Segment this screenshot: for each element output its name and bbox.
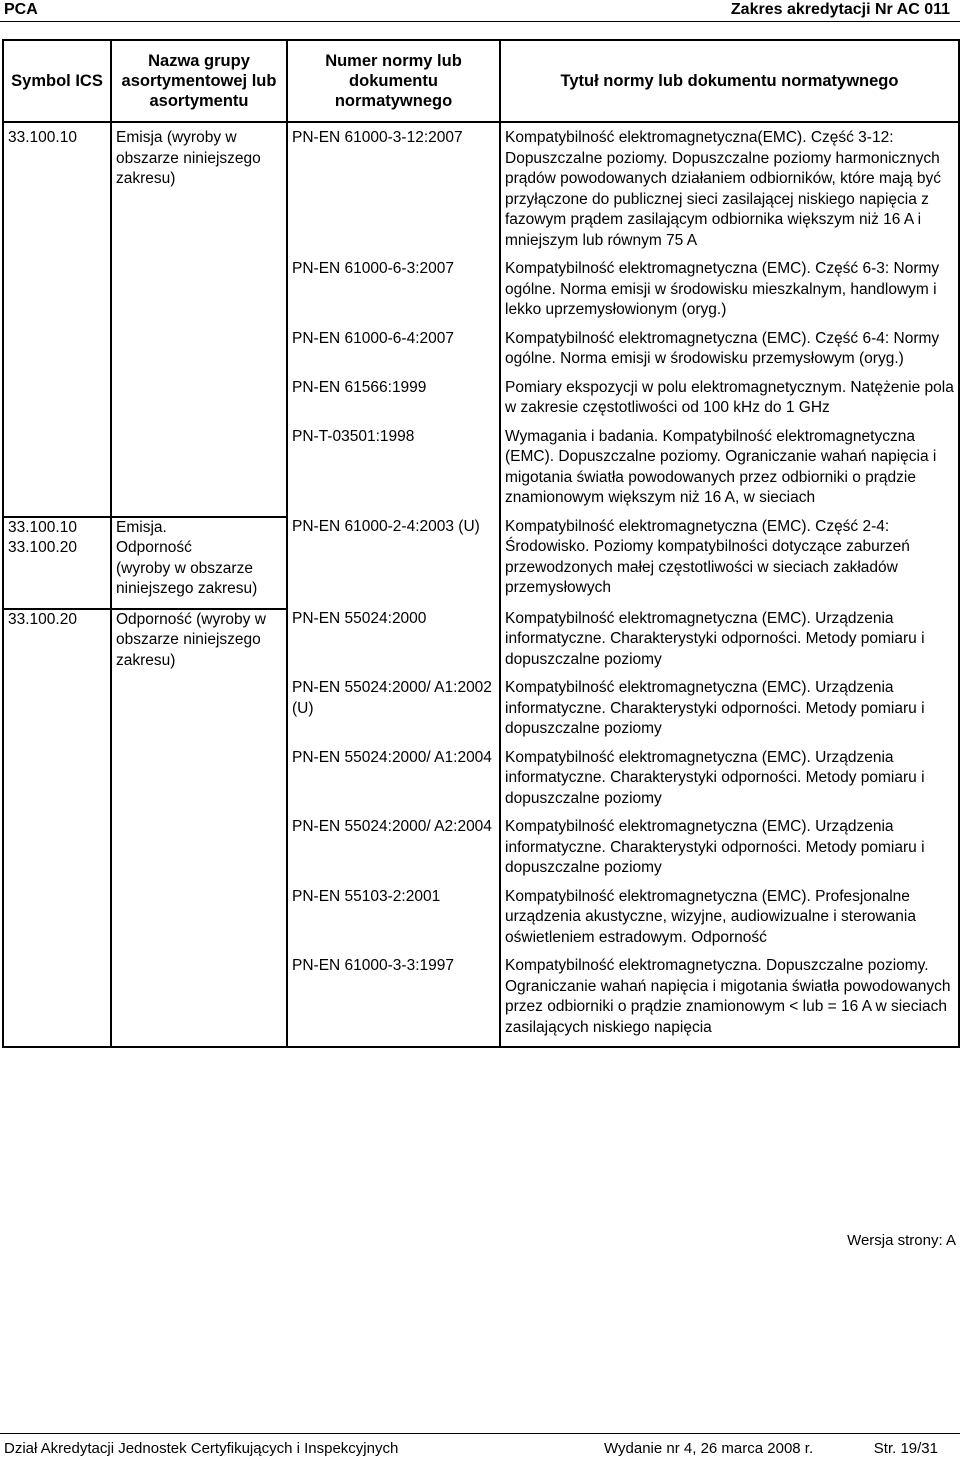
norm-title-cell: Kompatybilność elektromagnetyczna (EMC). Urządzenia informatyczne. Charakterystyki odporności. Metody pomiaru i dopuszczalne poziomy [500, 817, 959, 887]
norm-number-cell: PN-EN 55024:2000 [287, 609, 500, 679]
norm-number-cell: PN-EN 61000-6-4:2007 [287, 329, 500, 378]
page-version: Wersja strony: A [847, 1232, 956, 1249]
ics-code: 33.100.20 [8, 539, 77, 556]
table-row [3, 609, 959, 679]
norm-number-cell: PN-EN 61000-6-3:2007 [287, 259, 500, 329]
group-name-line: Odporność [116, 539, 192, 556]
footer-organization: Dział Akredytacji Jednostek Certyfikujących i Inspekcyjnych [4, 1440, 399, 1457]
norm-number-cell: PN-EN 55024:2000/ A1:2002 (U) [287, 678, 500, 748]
norm-number-cell: PN-EN 61566:1999 [287, 378, 500, 427]
norm-title-cell: Kompatybilność elektromagnetyczna (EMC). Część 2-4: Środowisko. Poziomy kompatybilności dotyczące zaburzeń przewodzonych małej częstotliwości w sieciach zakładów przemysłowych [500, 517, 959, 609]
norm-title-cell: Kompatybilność elektromagnetyczna (EMC). Profesjonalne urządzenia akustyczne, wizyjne, audiowizualne i sterowania oświetleniem estradowym. Odporność [500, 887, 959, 957]
norm-title-cell: Kompatybilność elektromagnetyczna (EMC). Część 6-3: Normy ogólne. Norma emisji w środowisku mieszkalnym, handlowym i lekko uprzemysłowionym (oryg.) [500, 259, 959, 329]
accreditation-table [2, 39, 960, 1048]
norm-title-cell: Wymagania i badania. Kompatybilność elektromagnetyczna (EMC). Dopuszczalne poziomy. Ograniczanie wahań napięcia i migotania światła powodowanych przez odbiorniki o prądzie znamionowym większym niż 16 A, w sieciach [500, 427, 959, 517]
group-name-cell [111, 517, 287, 609]
group-name-line: (wyroby w obszarze niniejszego zakresu) [116, 559, 258, 597]
header-right: Zakres akredytacji Nr AC 011 [730, 1, 950, 18]
norm-title-cell: Kompatybilność elektromagnetyczna (EMC). Część 6-4: Normy ogólne. Norma emisji w środowisku przemysłowym (oryg.) [500, 329, 959, 378]
header-left: PCA [4, 1, 38, 18]
group-name-cell: Odporność (wyroby w obszarze niniejszego zakresu) [111, 609, 287, 1048]
ics-code: 33.100.10 [8, 518, 77, 536]
header-divider [0, 21, 960, 22]
footer-edition: Wydanie nr 4, 26 marca 2008 r. [604, 1440, 814, 1457]
table-row [3, 122, 959, 259]
page-header [0, 0, 960, 22]
ics-cell [3, 517, 111, 609]
footer-page-number: Str. 19/31 [873, 1440, 938, 1457]
norm-number-cell: PN-EN 55103-2:2001 [287, 887, 500, 957]
column-header-group-name: Nazwa grupy asortymentowej lub asortymentu [111, 40, 287, 122]
norm-number-cell: PN-EN 55024:2000/ A2:2004 [287, 817, 500, 887]
table-header-row [3, 40, 959, 122]
norm-number-cell: PN-EN 61000-3-12:2007 [287, 122, 500, 259]
norm-title-cell: Kompatybilność elektromagnetyczna(EMC). Część 3-12: Dopuszczalne poziomy. Dopuszczalne poziomy harmonicznych prądów powodowanych działaniem odbiorników, które mają być przyłączone do publicznej sieci zasilającej niskiego napięcia z fazowym prądem zasilającym odbiornika większym niż 16 A i mniejszym lub równym 75 A [500, 122, 959, 259]
norm-number-cell: PN-EN 61000-3-3:1997 [287, 956, 500, 1047]
norm-title-cell: Kompatybilność elektromagnetyczna (EMC). Urządzenia informatyczne. Charakterystyki odporności. Metody pomiaru i dopuszczalne poziomy [500, 678, 959, 748]
group-name-cell: Emisja (wyroby w obszarze niniejszego zakresu) [111, 122, 287, 517]
column-header-ics: Symbol ICS [3, 40, 111, 122]
norm-number-cell: PN-EN 61000-2-4:2003 (U) [287, 517, 500, 609]
table-row [3, 517, 959, 609]
norm-title-cell: Kompatybilność elektromagnetyczna (EMC). Urządzenia informatyczne. Charakterystyki odporności. Metody pomiaru i dopuszczalne poziomy [500, 609, 959, 679]
norm-number-cell: PN-EN 55024:2000/ A1:2004 [287, 748, 500, 818]
ics-cell: 33.100.10 [3, 122, 111, 517]
column-header-norm-number: Numer normy lub dokumentu normatywnego [287, 40, 500, 122]
norm-title-cell: Kompatybilność elektromagnetyczna. Dopuszczalne poziomy. Ograniczanie wahań napięcia i migotania światła powodowanych przez odbiorniki o prądzie znamionowym < lub = 16 A w sieciach zasilających niskiego napięcia [500, 956, 959, 1047]
column-header-norm-title: Tytuł normy lub dokumentu normatywnego [500, 40, 959, 122]
group-name-line: Emisja. [116, 518, 167, 536]
ics-cell: 33.100.20 [3, 609, 111, 1048]
footer-divider [0, 1433, 960, 1434]
norm-title-cell: Pomiary ekspozycji w polu elektromagnetycznym. Natężenie pola w zakresie częstotliwości od 100 kHz do 1 GHz [500, 378, 959, 427]
norm-title-cell: Kompatybilność elektromagnetyczna (EMC). Urządzenia informatyczne. Charakterystyki odporności. Metody pomiaru i dopuszczalne poziomy [500, 748, 959, 818]
norm-number-cell: PN-T-03501:1998 [287, 427, 500, 517]
